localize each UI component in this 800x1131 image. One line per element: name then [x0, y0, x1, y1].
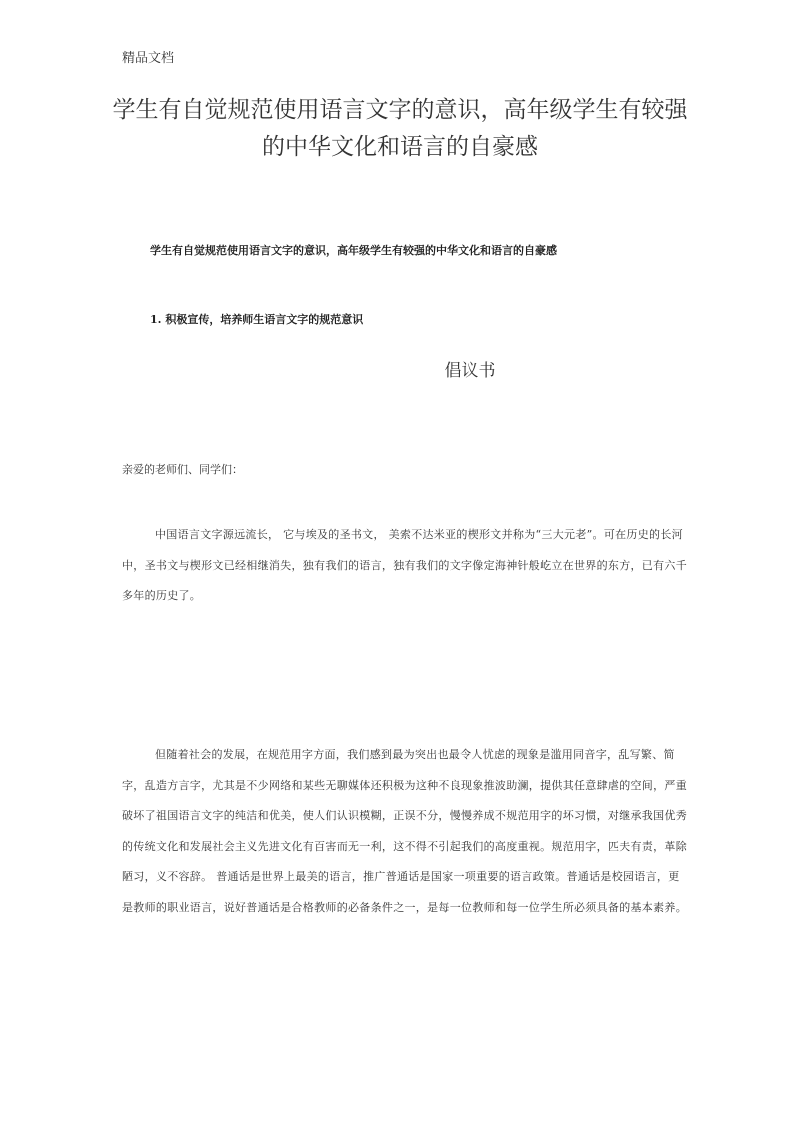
- paragraph-usage: 但随着社会的发展，在规范用字方面，我们感到最为突出也最令人忧虑的现象是滥用同音字，乱写繁、简字，乱造方言字，尤其是不少网络和某些无聊媒体还积极为这种不良现象推波助澜，提供其任意肆虐的空间，严重破坏了祖国语言文字的纯洁和优美，使人们认识模糊，正误不分，慢慢养成不规范用字的坏习惯，对继承我国优秀的传统文化和发展社会主义先进文化有百害而无一利，这不得不引起我们的高度重视。规范用字，匹夫有责，革除陋习，义不容辞。 普通话是世界上最美的语言，推广普通话是国家一项重要的语言政策。普通话是校园语言，更是教师的职业语言，说好普通话是合格教师的必备条件之一，是每一位教师和每一位学生所必须具备的基本素养。: [122, 748, 687, 914]
- paragraph-history: 中国语言文字源远流长， 它与埃及的圣书文， 美索不达米亚的楔形文并称为“三大元老”。可在历史的长河中，圣书文与楔形文已经相继消失，独有我们的语言，独有我们的文字像定海神针般屹立在世界的东方，已有六千多年的历史了。: [122, 528, 687, 602]
- document-subtitle: 学生有自觉规范使用语言文字的意识，高年级学生有较强的中华文化和语言的自豪感: [150, 244, 557, 257]
- greeting: 亲爱的老师们、同学们：: [122, 463, 243, 476]
- proposal-title: 倡议书: [444, 361, 496, 381]
- page-title: 学生有自觉规范使用语言文字的意识，高年级学生有较强的中华文化和语言的自豪感: [112, 97, 688, 160]
- section-heading: 1. 积极宣传，培养师生语言文字的规范意识: [150, 313, 364, 326]
- header-tag: 精品文档: [122, 51, 175, 66]
